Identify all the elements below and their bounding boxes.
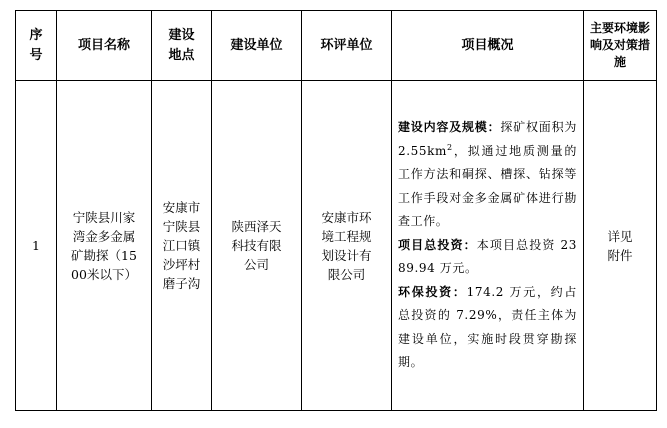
overview-scope-label: 建设内容及规模： <box>398 120 501 135</box>
table-header-row <box>16 11 657 81</box>
header-builder: 建设单位 <box>212 11 302 81</box>
overview-env-text: 174.2 万元，约占总投资的 7.29%，责任主体为建设单位，实施时段贯穿勘探期。 <box>398 284 577 370</box>
row-measures: 详见附件 <box>584 81 657 411</box>
header-eia-unit: 环评单位 <box>302 11 392 81</box>
row-project-name: 宁陕县川家湾金多金属矿勘探（1500米以下） <box>57 81 152 411</box>
overview-scope-text-a: 探矿权面积为 2.55km <box>398 120 577 158</box>
row-eia-unit: 安康市环境工程规划设计有限公司 <box>302 81 392 411</box>
header-index: 序号 <box>16 11 57 81</box>
row-overview <box>392 81 584 411</box>
row-builder: 陕西泽天科技有限公司 <box>212 81 302 411</box>
overview-investment-label: 项目总投资： <box>398 237 477 252</box>
project-table <box>15 10 657 411</box>
overview-investment-text: 本项目总投资 2389.94 万元。 <box>398 237 577 276</box>
overview-scope-sup: 2 <box>446 142 453 152</box>
header-project-name: 项目名称 <box>57 11 152 81</box>
header-measures: 主要环境影响及对策措施 <box>584 11 657 81</box>
row-location: 安康市宁陕县江口镇沙坪村磨子沟 <box>152 81 212 411</box>
overview-env-label: 环保投资： <box>398 284 467 299</box>
table-row <box>16 81 657 411</box>
overview-scope-text-b: ，拟通过地质测量的工作方法和硐探、槽探、钻探等工作手段对金多金属矿体进行勘查工作。 <box>398 143 577 229</box>
header-overview: 项目概况 <box>392 11 584 81</box>
row-index: 1 <box>16 81 57 411</box>
header-location: 建设地点 <box>152 11 212 81</box>
